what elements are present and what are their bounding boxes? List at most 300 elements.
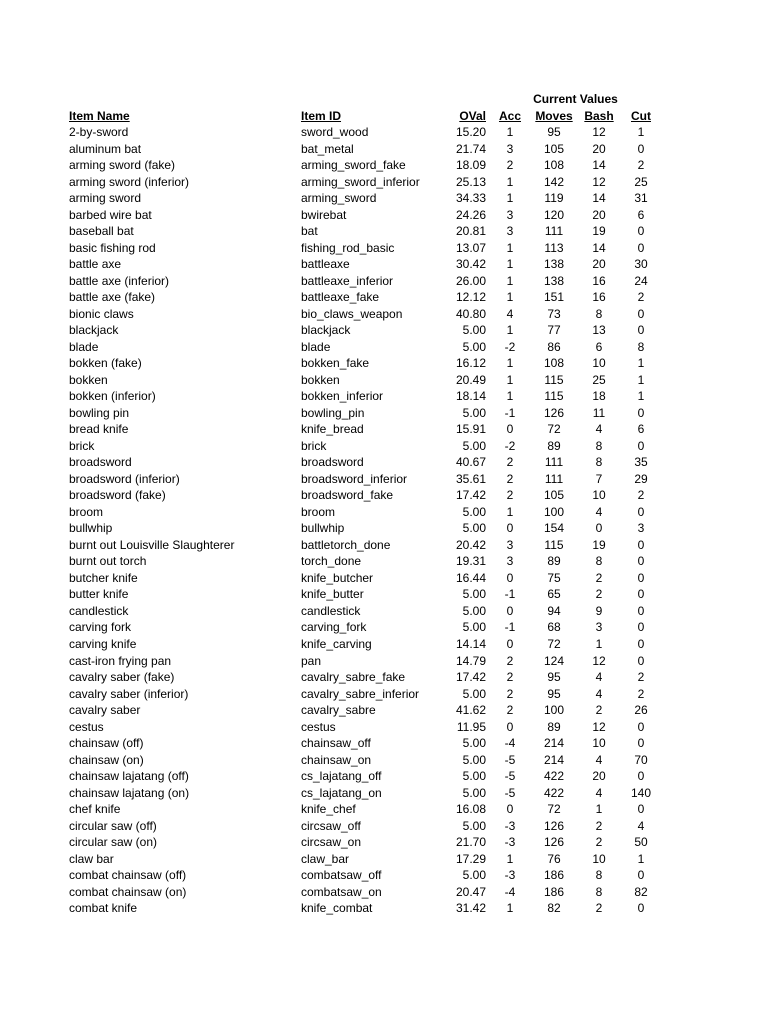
acc-cell: 1 xyxy=(506,372,514,387)
item-name-cell: combat chainsaw (on) xyxy=(69,884,187,899)
oval-cell: 30.42 xyxy=(455,257,486,272)
item-id-cell: circsaw_on xyxy=(301,835,362,850)
table-row xyxy=(0,355,768,372)
bash-cell: 11 xyxy=(592,405,606,420)
oval-cell: 5.00 xyxy=(462,438,486,453)
item-name-cell: circular saw (on) xyxy=(69,835,158,850)
table-row xyxy=(0,636,768,653)
moves-cell: 422 xyxy=(543,769,565,784)
item-name-cell: combat chainsaw (off) xyxy=(69,868,187,883)
item-id-cell: battleaxe xyxy=(301,257,350,272)
moves-cell: 115 xyxy=(544,389,564,404)
moves-cell: 72 xyxy=(547,636,561,651)
item-id-cell: knife_butcher xyxy=(301,570,374,585)
table-row xyxy=(0,867,768,884)
bash-cell: 8 xyxy=(595,868,603,883)
table-row xyxy=(0,801,768,818)
moves-cell: 108 xyxy=(543,356,565,371)
table-row xyxy=(0,752,768,769)
cut-cell: 1 xyxy=(637,389,645,404)
acc-cell: 2 xyxy=(506,471,514,486)
moves-cell: 214 xyxy=(543,752,565,767)
oval-cell: 18.14 xyxy=(455,389,486,404)
item-name-cell: chainsaw lajatang (off) xyxy=(69,769,189,784)
cut-cell: 0 xyxy=(637,603,645,618)
table-row xyxy=(0,504,768,521)
item-name-cell: battle axe (fake) xyxy=(69,290,156,305)
oval-cell: 5.00 xyxy=(462,752,486,767)
oval-cell: 5.00 xyxy=(462,587,486,602)
bash-cell: 2 xyxy=(595,703,603,718)
acc-cell: 3 xyxy=(506,537,514,552)
cut-cell: 1 xyxy=(637,851,645,866)
cut-cell: 0 xyxy=(637,736,645,751)
cut-cell: 6 xyxy=(637,207,645,222)
moves-cell: 72 xyxy=(547,422,561,437)
acc-cell: -5 xyxy=(504,769,516,784)
item-name-cell: baseball bat xyxy=(69,224,134,239)
acc-cell: 3 xyxy=(506,141,514,156)
table-row xyxy=(0,570,768,587)
oval-cell: 20.42 xyxy=(455,537,486,552)
oval-cell: 5.00 xyxy=(462,521,486,536)
acc-cell: -1 xyxy=(504,620,516,635)
bash-cell: 1 xyxy=(595,802,603,817)
cut-cell: 50 xyxy=(634,835,648,850)
bash-cell: 10 xyxy=(592,356,606,371)
oval-cell: 5.00 xyxy=(462,785,486,800)
bash-cell: 20 xyxy=(592,769,606,784)
cut-cell: 24 xyxy=(634,273,648,288)
moves-cell: 65 xyxy=(547,587,561,602)
acc-cell: -1 xyxy=(504,405,516,420)
acc-cell: -3 xyxy=(504,868,516,883)
item-name-cell: broom xyxy=(69,504,104,519)
table-row xyxy=(0,405,768,422)
item-id-cell: combatsaw_off xyxy=(301,868,382,883)
cut-cell: 0 xyxy=(637,537,645,552)
moves-cell: 119 xyxy=(544,191,564,206)
bash-cell: 4 xyxy=(595,670,603,685)
table-row xyxy=(0,768,768,785)
moves-header: Moves xyxy=(535,109,573,123)
acc-cell: 2 xyxy=(506,455,514,470)
moves-cell: 113 xyxy=(544,240,564,255)
item-id-cell: bat_metal xyxy=(301,141,354,156)
item-id-cell: candlestick xyxy=(301,603,361,618)
bash-cell: 12 xyxy=(592,174,606,189)
acc-cell: 0 xyxy=(506,603,514,618)
table-row xyxy=(0,834,768,851)
oval-cell: 14.14 xyxy=(455,636,486,651)
oval-cell: 20.47 xyxy=(455,884,486,899)
bash-cell: 9 xyxy=(595,603,603,618)
bash-cell: 10 xyxy=(592,736,606,751)
oval-cell: 5.00 xyxy=(462,868,486,883)
oval-cell: 18.09 xyxy=(455,158,486,173)
item-id-cell: torch_done xyxy=(301,554,362,569)
item-id-cell: arming_sword_fake xyxy=(301,158,406,173)
table-row xyxy=(0,306,768,323)
bash-cell: 10 xyxy=(592,851,606,866)
acc-cell: 1 xyxy=(506,125,514,139)
table-row xyxy=(0,537,768,554)
oval-cell: 19.31 xyxy=(455,554,486,569)
item-id-cell: knife_bread xyxy=(301,422,364,437)
item-name-cell: candlestick xyxy=(69,603,129,618)
moves-cell: 124 xyxy=(543,653,565,668)
oval-cell: 16.44 xyxy=(455,570,486,585)
oval-cell: 5.00 xyxy=(462,504,486,519)
table-row xyxy=(0,603,768,620)
acc-cell: -1 xyxy=(504,587,516,602)
cut-cell: 2 xyxy=(637,488,645,503)
table-row xyxy=(0,124,768,141)
item-id-cell: battletorch_done xyxy=(301,537,391,552)
bash-cell: 8 xyxy=(595,455,603,470)
bash-cell: 1 xyxy=(595,636,603,651)
bash-cell: 8 xyxy=(595,554,603,569)
oval-cell: 13.07 xyxy=(455,240,486,255)
item-name-cell: bokken xyxy=(69,372,108,387)
item-name-cell: burnt out Louisville Slaughterer xyxy=(69,537,235,552)
acc-cell: 1 xyxy=(506,240,514,255)
cut-cell: 70 xyxy=(634,752,648,767)
table-row xyxy=(0,322,768,339)
table-row xyxy=(0,421,768,438)
cut-cell: 0 xyxy=(637,587,645,602)
cut-cell: 0 xyxy=(637,636,645,651)
acc-cell: 1 xyxy=(506,851,514,866)
bash-cell: 4 xyxy=(595,504,603,519)
bash-cell: 0 xyxy=(595,521,603,536)
acc-cell: -3 xyxy=(504,835,516,850)
bash-cell: 14 xyxy=(592,240,606,255)
moves-cell: 89 xyxy=(547,438,561,453)
acc-cell: 0 xyxy=(506,802,514,817)
oval-cell: 31.42 xyxy=(455,901,486,916)
oval-cell: 5.00 xyxy=(462,603,486,618)
cut-header: Cut xyxy=(631,109,651,123)
item-id-cell: bio_claws_weapon xyxy=(301,306,403,321)
item-id-cell: bat xyxy=(301,224,318,239)
cut-cell: 26 xyxy=(634,703,648,718)
oval-cell: 34.33 xyxy=(455,191,486,206)
item-id-cell: chainsaw_on xyxy=(301,752,372,767)
acc-cell: 1 xyxy=(506,356,514,371)
moves-cell: 115 xyxy=(544,537,564,552)
bash-cell: 2 xyxy=(595,818,603,833)
item-name-cell: chainsaw (off) xyxy=(69,736,144,751)
item-id-cell: broadsword_fake xyxy=(301,488,394,503)
table-row xyxy=(0,190,768,207)
acc-cell: 0 xyxy=(506,422,514,437)
table-row xyxy=(0,520,768,537)
bash-cell: 25 xyxy=(592,372,606,387)
moves-cell: 151 xyxy=(543,290,565,305)
moves-cell: 126 xyxy=(543,835,565,850)
moves-cell: 111 xyxy=(544,471,564,486)
table-row xyxy=(0,223,768,240)
acc-cell: -3 xyxy=(504,818,516,833)
acc-cell: -5 xyxy=(504,752,516,767)
moves-cell: 186 xyxy=(543,884,565,899)
bash-cell: 19 xyxy=(592,224,606,239)
table-row xyxy=(0,372,768,389)
acc-cell: 4 xyxy=(506,306,514,321)
oval-header: OVal xyxy=(459,109,486,123)
cut-cell: 0 xyxy=(637,438,645,453)
item-id-cell: cavalry_sabre_inferior xyxy=(301,686,420,701)
moves-cell: 77 xyxy=(547,323,561,338)
item-id-cell: cavalry_sabre xyxy=(301,703,376,718)
item-id-cell: bokken_inferior xyxy=(301,389,384,404)
item-name-cell: aluminum bat xyxy=(69,141,142,156)
bash-cell: 14 xyxy=(592,158,606,173)
item-id-header: Item ID xyxy=(301,109,342,123)
acc-cell: -4 xyxy=(504,884,516,899)
bash-cell: 4 xyxy=(595,422,603,437)
cut-cell: 1 xyxy=(637,372,645,387)
item-name-cell: battle axe xyxy=(69,257,122,272)
cut-cell: 0 xyxy=(637,240,645,255)
cut-cell: 0 xyxy=(637,306,645,321)
cut-cell: 0 xyxy=(637,141,645,156)
item-id-cell: bokken xyxy=(301,372,340,387)
table-row xyxy=(0,438,768,455)
table-row xyxy=(0,174,768,191)
item-id-cell: cestus xyxy=(301,719,336,734)
table-row xyxy=(0,719,768,736)
item-name-cell: cast-iron frying pan xyxy=(69,653,172,668)
table-row xyxy=(0,339,768,356)
table-row xyxy=(0,619,768,636)
cut-cell: 31 xyxy=(634,191,648,206)
bash-cell: 2 xyxy=(595,835,603,850)
bash-cell: 20 xyxy=(592,257,606,272)
cut-cell: 8 xyxy=(637,339,645,354)
item-id-cell: blade xyxy=(301,339,331,354)
moves-cell: 75 xyxy=(547,570,561,585)
bash-cell: 20 xyxy=(592,141,606,156)
item-name-cell: bokken (fake) xyxy=(69,356,142,371)
moves-cell: 186 xyxy=(543,868,565,883)
item-id-cell: brick xyxy=(301,438,327,453)
cut-cell: 2 xyxy=(637,686,645,701)
table-row xyxy=(0,900,768,917)
cut-cell: 30 xyxy=(634,257,648,272)
acc-cell: 1 xyxy=(506,174,514,189)
moves-cell: 105 xyxy=(543,488,565,503)
bash-cell: 8 xyxy=(595,884,603,899)
oval-cell: 14.79 xyxy=(455,653,486,668)
item-name-cell: arming sword xyxy=(69,191,142,206)
table-row xyxy=(0,818,768,835)
item-id-cell: claw_bar xyxy=(301,851,350,866)
oval-cell: 17.42 xyxy=(455,488,486,503)
item-id-cell: pan xyxy=(301,653,322,668)
table-row xyxy=(0,207,768,224)
oval-cell: 21.70 xyxy=(455,835,486,850)
moves-cell: 100 xyxy=(543,504,565,519)
cut-cell: 0 xyxy=(637,802,645,817)
moves-cell: 126 xyxy=(543,405,565,420)
table-row xyxy=(0,884,768,901)
oval-cell: 21.74 xyxy=(455,141,486,156)
item-id-cell: knife_chef xyxy=(301,802,356,817)
oval-cell: 41.62 xyxy=(455,703,486,718)
item-name-cell: brick xyxy=(69,438,95,453)
item-name-cell: cavalry saber (inferior) xyxy=(69,686,189,701)
bash-cell: 16 xyxy=(592,290,606,305)
item-name-cell: broadsword xyxy=(69,455,132,470)
moves-cell: 422 xyxy=(543,785,565,800)
bash-cell: 4 xyxy=(595,785,603,800)
oval-cell: 26.00 xyxy=(455,273,486,288)
item-id-cell: cavalry_sabre_fake xyxy=(301,670,406,685)
acc-cell: 1 xyxy=(506,290,514,305)
acc-cell: 1 xyxy=(506,901,514,916)
item-id-cell: cs_lajatang_off xyxy=(301,769,382,784)
oval-cell: 20.49 xyxy=(455,372,486,387)
item-id-cell: broadsword xyxy=(301,455,364,470)
cut-cell: 0 xyxy=(637,719,645,734)
moves-cell: 95 xyxy=(547,125,561,139)
acc-cell: 2 xyxy=(506,158,514,173)
table-row xyxy=(0,702,768,719)
oval-cell: 16.12 xyxy=(455,356,486,371)
moves-cell: 94 xyxy=(547,603,561,618)
oval-cell: 24.26 xyxy=(455,207,486,222)
cut-cell: 6 xyxy=(637,422,645,437)
table-row xyxy=(0,669,768,686)
acc-cell: 2 xyxy=(506,670,514,685)
item-name-cell: carving fork xyxy=(69,620,132,635)
acc-cell: -4 xyxy=(504,736,516,751)
oval-cell: 11.95 xyxy=(456,719,486,734)
item-id-cell: circsaw_off xyxy=(301,818,361,833)
bash-cell: 8 xyxy=(595,306,603,321)
table-row xyxy=(0,586,768,603)
item-name-cell: bionic claws xyxy=(69,306,134,321)
acc-cell: 2 xyxy=(506,703,514,718)
acc-cell: -2 xyxy=(504,438,516,453)
acc-cell: 2 xyxy=(506,488,514,503)
item-name-cell: chainsaw (on) xyxy=(69,752,144,767)
bash-cell: 16 xyxy=(592,273,606,288)
cut-cell: 25 xyxy=(634,174,648,189)
oval-cell: 25.13 xyxy=(455,174,486,189)
moves-cell: 89 xyxy=(547,554,561,569)
moves-cell: 68 xyxy=(547,620,561,635)
item-id-cell: battleaxe_fake xyxy=(301,290,380,305)
table-row xyxy=(0,686,768,703)
oval-cell: 5.00 xyxy=(462,818,486,833)
cut-cell: 2 xyxy=(637,158,645,173)
moves-cell: 154 xyxy=(543,521,565,536)
oval-cell: 20.81 xyxy=(455,224,486,239)
oval-cell: 16.08 xyxy=(455,802,486,817)
moves-cell: 115 xyxy=(544,372,564,387)
acc-cell: 1 xyxy=(506,257,514,272)
oval-cell: 40.67 xyxy=(455,455,486,470)
cut-cell: 0 xyxy=(637,901,645,916)
item-id-cell: broadsword_inferior xyxy=(301,471,408,486)
moves-cell: 111 xyxy=(544,224,564,239)
item-id-cell: sword_wood xyxy=(301,125,369,139)
bash-cell: 6 xyxy=(595,339,603,354)
item-name-cell: bread knife xyxy=(69,422,129,437)
cut-cell: 0 xyxy=(637,405,645,420)
acc-cell: 1 xyxy=(506,504,514,519)
acc-cell: 1 xyxy=(506,323,514,338)
item-name-cell: bokken (inferior) xyxy=(69,389,156,404)
moves-cell: 100 xyxy=(543,703,565,718)
moves-cell: 108 xyxy=(543,158,565,173)
oval-cell: 15.91 xyxy=(455,422,486,437)
acc-cell: 1 xyxy=(506,389,514,404)
table-row xyxy=(0,240,768,257)
item-id-cell: chainsaw_off xyxy=(301,736,371,751)
table-row xyxy=(0,157,768,174)
column-header-row xyxy=(0,108,768,124)
item-name-cell: 2-by-sword xyxy=(69,125,129,139)
oval-cell: 5.00 xyxy=(462,686,486,701)
moves-cell: 82 xyxy=(547,901,561,916)
moves-cell: 89 xyxy=(547,719,561,734)
bash-cell: 2 xyxy=(595,570,603,585)
item-name-cell: broadsword (fake) xyxy=(69,488,166,503)
moves-cell: 142 xyxy=(543,174,565,189)
item-name-cell: arming sword (fake) xyxy=(69,158,176,173)
oval-cell: 5.00 xyxy=(462,769,486,784)
item-name-cell: blackjack xyxy=(69,323,119,338)
item-name-cell: blade xyxy=(69,339,99,354)
table-row xyxy=(0,653,768,670)
table-row xyxy=(0,735,768,752)
oval-cell: 15.20 xyxy=(455,125,486,139)
table-row xyxy=(0,553,768,570)
acc-cell: 1 xyxy=(506,273,514,288)
item-name-cell: bullwhip xyxy=(69,521,113,536)
item-name-cell: chainsaw lajatang (on) xyxy=(69,785,190,800)
oval-cell: 17.29 xyxy=(455,851,486,866)
bash-cell: 10 xyxy=(592,488,606,503)
item-id-cell: knife_carving xyxy=(301,636,372,651)
bash-cell: 2 xyxy=(595,587,603,602)
moves-cell: 126 xyxy=(543,818,565,833)
moves-cell: 120 xyxy=(543,207,565,222)
bash-cell: 12 xyxy=(592,719,606,734)
moves-cell: 73 xyxy=(547,306,561,321)
item-table-body xyxy=(0,124,768,917)
table-row xyxy=(0,454,768,471)
bash-cell: 4 xyxy=(595,686,603,701)
item-name-cell: burnt out torch xyxy=(69,554,147,569)
item-name-cell: cavalry saber xyxy=(69,703,141,718)
moves-cell: 86 xyxy=(547,339,561,354)
acc-cell: 2 xyxy=(506,653,514,668)
acc-header: Acc xyxy=(498,109,521,123)
cut-cell: 0 xyxy=(637,620,645,635)
item-id-cell: blackjack xyxy=(301,323,351,338)
oval-cell: 5.00 xyxy=(462,339,486,354)
moves-cell: 138 xyxy=(543,273,565,288)
cut-cell: 0 xyxy=(637,323,645,338)
acc-cell: 0 xyxy=(506,570,514,585)
item-id-cell: battleaxe_inferior xyxy=(301,273,394,288)
bash-header: Bash xyxy=(584,109,614,123)
